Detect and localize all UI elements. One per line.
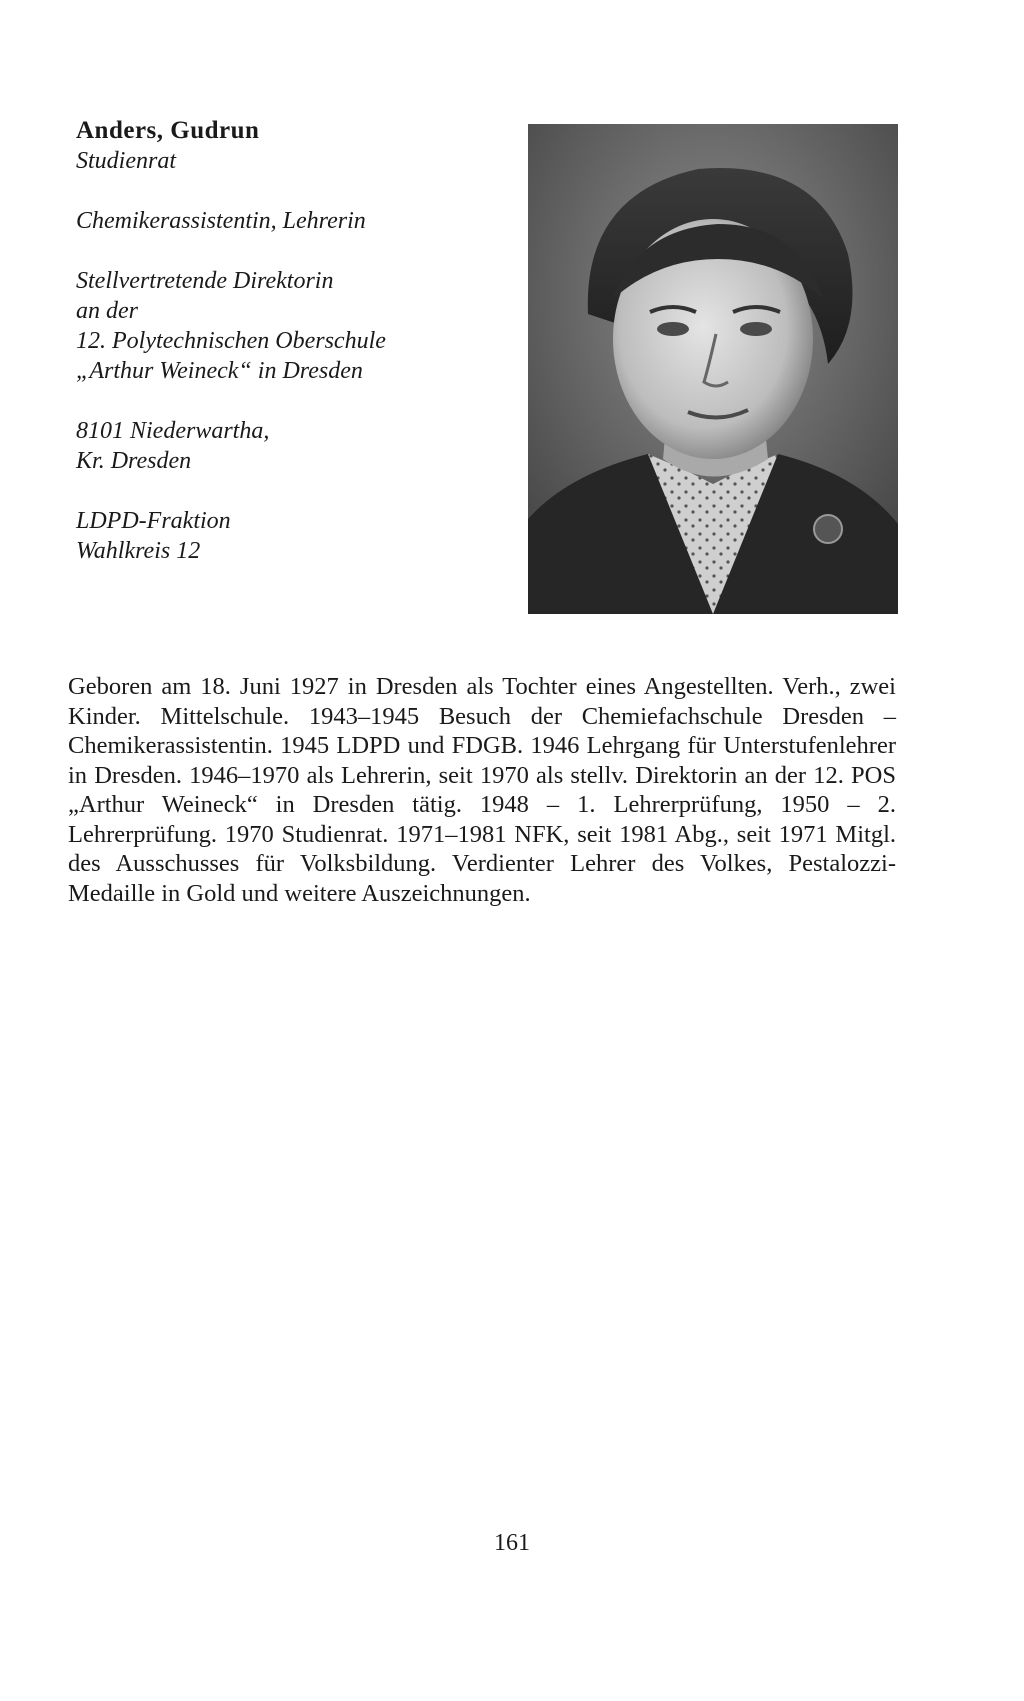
entry-address <box>76 416 516 476</box>
entry-fraction <box>76 506 516 566</box>
fraction-line: Wahlkreis 12 <box>76 538 201 564</box>
position-line: Stellvertretende Direktorin <box>76 268 334 294</box>
address-line: Kr. Dresden <box>76 448 192 474</box>
portrait-brooch <box>814 515 842 543</box>
address-line: 8101 Niederwartha, <box>76 418 270 444</box>
entry-position <box>76 266 516 386</box>
entry-title: Studienrat <box>76 148 176 174</box>
position-line: 12. Polytechnischen Oberschule <box>76 328 386 354</box>
biography-text: Geboren am 18. Juni 1927 in Dresden als Tochter eines Angestellten. Verh., zwei Kinder. Mittelschule. 1943–1945 Besuch der Chemiefachschule Dresden – Chemikerassistentin. 1945 LDPD und FDGB. 1946 Lehrgang für Unterstufenlehrer in Dresden. 1946–1970 als Lehrerin, seit 1970 als stellv. Direktorin an der 12. POS „Arthur Weineck“ in Dresden tätig. 1948 – 1. Lehrerprüfung, 1950 – 2. Lehrerprüfung. 1970 Studienrat. 1971–1981 NFK, seit 1981 Abg., seit 1971 Mitgl. des Ausschusses für Volksbildung. Verdienter Lehrer des Volkes, Pestalozzi-Medaille in Gold und weitere Auszeichnungen. <box>68 673 896 907</box>
portrait-photo <box>528 124 898 614</box>
position-line: „Arthur Weineck“ in Dresden <box>76 358 363 384</box>
page-number: 161 <box>494 1530 530 1556</box>
fraction-line: LDPD-Fraktion <box>76 508 231 534</box>
entry-name: Anders, Gudrun <box>76 117 260 144</box>
entry-info-block <box>76 146 516 566</box>
portrait-eye-right <box>740 322 772 336</box>
portrait-image <box>528 124 898 614</box>
entry-profession: Chemikerassistentin, Lehrerin <box>76 208 366 234</box>
portrait-eye-left <box>657 322 689 336</box>
position-line: an der <box>76 298 138 324</box>
